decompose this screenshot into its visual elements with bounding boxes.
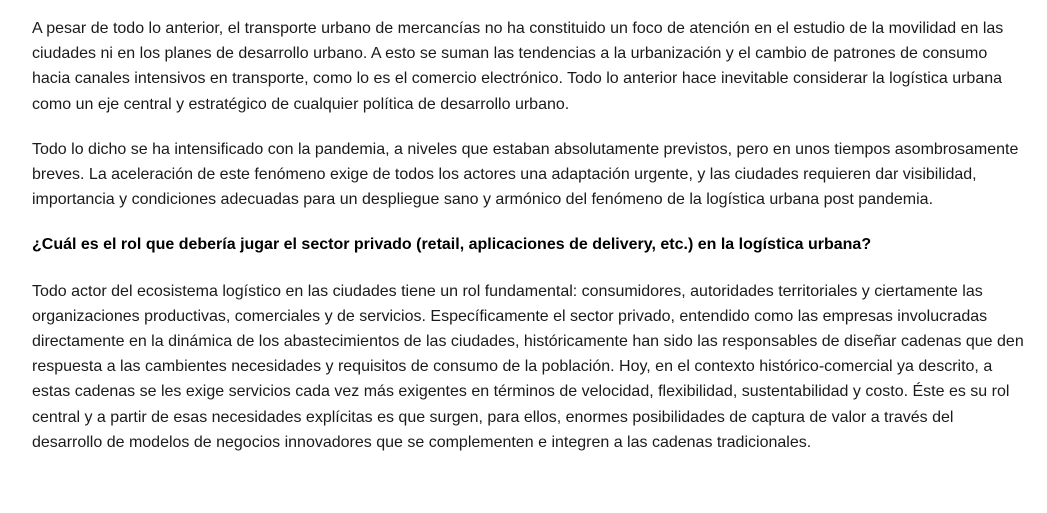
interview-answer: Todo actor del ecosistema logístico en las ciudades tiene un rol fundamental: consumidores, autoridades territoriales y ciertamente las organizaciones productivas, comerciales y de servicios. Específicamente el sector privado, entendido como las empresas involucradas directamente en la dinámica de los abastecimientos de las ciudades, históricamente han sido las responsables de diseñar cadenas que den respuesta a las cambientes necesidades y requisitos de consumo de la población. Hoy, en el contexto histórico-comercial ya descrito, a estas cadenas se les exige servicios cada vez más exigentes en términos de velocidad, flexibilidad, sustentabilidad y costo. Éste es su rol central y a partir de esas necesidades explícitas es que surgen, para ellos, enormes posibilidades de captura de valor a través del desarrollo de modelos de negocios innovadores que se complementen e integren a las cadenas tradicionales. [32, 282, 1024, 451]
paragraph-urban-freight: A pesar de todo lo anterior, el transporte urbano de mercancías no ha constituido un foco de atención en el estudio de la movilidad en las ciudades ni en los planes de desarrollo urbano. A esto se suman las tendencias a la urbanización y el cambio de patrones de consumo hacia canales intensivos en transporte, como lo es el comercio electrónico. Todo lo anterior hace inevitable considerar la logística urbana como un eje central y estratégico de cualquier política de desarrollo urbano. [32, 20, 1004, 113]
paragraph-pandemic: Todo lo dicho se ha intensificado con la pandemia, a niveles que estaban absolutamente previstos, pero en unos tiempos asombrosamente breves. La aceleración de este fenómeno exige de todos los actores una adaptación urgente, y las ciudades requieren dar visibilidad, importancia y condiciones adecuadas para un despliegue sano y armónico del fenómeno de la logística urbana post pandemia. [32, 140, 1019, 209]
interview-question: ¿Cuál es el rol que debería jugar el sector privado (retail, aplicaciones de delivery, etc.) en la logística urbana? [32, 236, 872, 254]
